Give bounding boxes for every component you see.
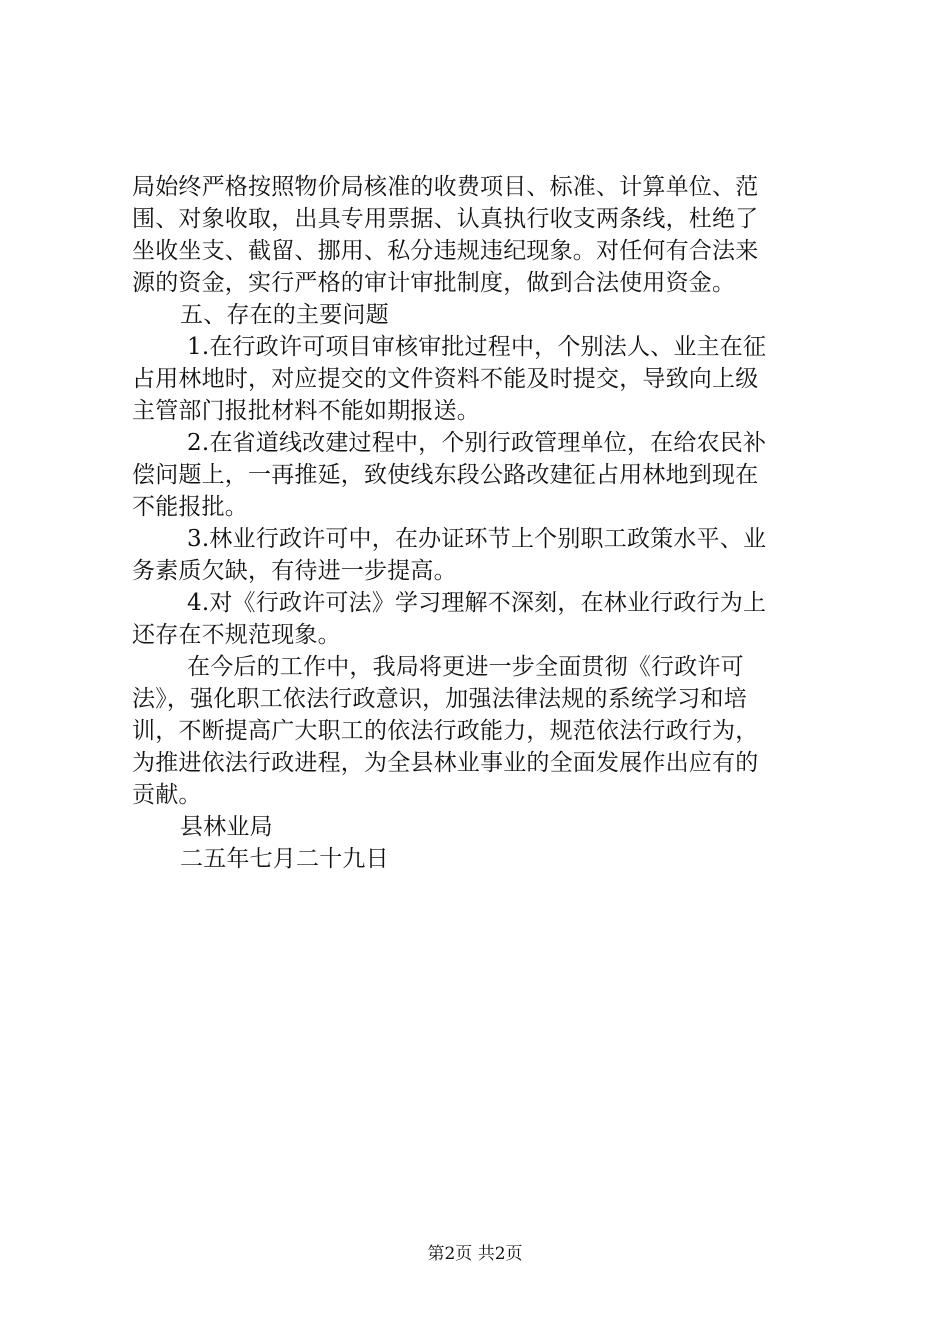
list-item-2-line: 2.在省道线改建过程中，个别行政管理单位，在给农民补: [187, 430, 767, 456]
document-body: [132, 171, 832, 875]
section-heading: 五、存在的主要问题: [180, 302, 389, 328]
list-item-4-line: 4.对《行政许可法》学习理解不深刻，在林业行政行为上: [187, 590, 767, 616]
body-text-line: 源的资金，实行严格的审计审批制度，做到合法使用资金。: [132, 270, 736, 296]
list-item-1-line: 主管部门报批材料不能如期报送。: [132, 398, 480, 424]
list-item-3-line: 务素质欠缺，有待进一步提高。: [132, 558, 457, 584]
body-text-line: 坐收坐支、截留、挪用、私分违规违纪现象。对任何有合法来: [132, 238, 759, 264]
signature-date: 二五年七月二十九日: [180, 846, 389, 872]
closing-paragraph-line: 贡献。: [132, 782, 202, 808]
body-text-line: 局始终严格按照物价局核准的收费项目、标准、计算单位、范: [132, 174, 759, 200]
closing-paragraph-line: 法》，强化职工依法行政意识，加强法律法规的系统学习和培: [132, 686, 747, 712]
closing-paragraph-line: 为推进依法行政进程，为全县林业事业的全面发展作出应有的: [132, 750, 759, 776]
closing-paragraph-line: 训，不断提高广大职工的依法行政能力，规范依法行政行为，: [132, 718, 759, 744]
list-item-1-line: 1.在行政许可项目审核审批过程中，个别法人、业主在征: [187, 334, 767, 360]
page-number-footer: 第2页 共2页: [427, 1244, 523, 1264]
list-item-4-line: 还存在不规范现象。: [132, 622, 341, 648]
signature-organization: 县林业局: [180, 814, 273, 840]
list-item-2-line: 偿问题上，一再推延，致使线东段公路改建征占用林地到现在: [132, 462, 759, 488]
list-item-1-line: 占用林地时，对应提交的文件资料不能及时提交，导致向上级: [132, 366, 759, 392]
closing-paragraph-line: 在今后的工作中，我局将更进一步全面贯彻《行政许可: [187, 654, 744, 680]
list-item-2-line: 不能报批。: [132, 494, 248, 520]
list-item-3-line: 3.林业行政许可中，在办证环节上个别职工政策水平、业: [187, 526, 767, 552]
body-text-line: 围、对象收取，出具专用票据、认真执行收支两条线，杜绝了: [132, 206, 759, 232]
